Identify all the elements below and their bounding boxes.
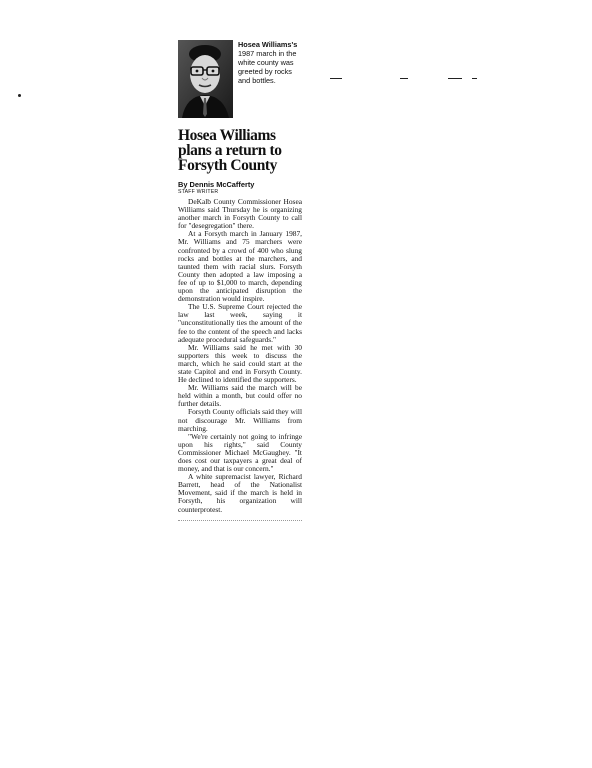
staff-writer-label: STAFF WRITER — [178, 189, 219, 195]
scan-mark — [400, 78, 408, 79]
clipping-bottom-edge — [178, 520, 302, 521]
paragraph: A white supremacist lawyer, Richard Barrett, head of the Nationalist Movement, said if the march is held in Forsyth, his organization will counterprotest. — [178, 472, 302, 514]
paragraph: Forsyth County officials said they will not discourage Mr. Williams from marching. — [178, 407, 302, 433]
paragraph: The U.S. Supreme Court rejected the law last week, saying it "unconstitutionally ties the amount of the fee to the content of the speech and lacks adequate procedural safeguards." — [178, 302, 302, 344]
photo-caption — [238, 40, 300, 85]
scan-mark — [330, 78, 342, 79]
portrait-photo — [178, 40, 233, 118]
paragraph: Mr. Williams said the march will be held within a month, but could offer no further details. — [178, 383, 302, 409]
byline: By Dennis McCafferty — [178, 180, 255, 189]
scan-mark — [448, 78, 462, 79]
paragraph: At a Forsyth march in January 1987, Mr. Williams and 75 marchers were confronted by a crowd of 400 who slung rocks and bottles at the marchers, and taunted them with racial slurs. Forsyth County then adopted a law imposing a fee of up to $1,000 to march, depending upon the anticipated disruption the demonstration would inspire. — [178, 229, 302, 304]
caption-name: Hosea Williams's — [238, 40, 298, 49]
newspaper-clipping — [178, 40, 302, 521]
portrait-photo-icon — [178, 40, 233, 118]
scan-mark — [472, 78, 477, 79]
photo-caption-row — [178, 40, 302, 118]
paragraph: "We're certainly not going to infringe upon his rights," said County Commissioner Michael McGaughey. "It does cost our taxpayers a great deal of money, and that is our concern." — [178, 431, 302, 474]
paragraph: DeKalb County Commissioner Hosea Williams said Thursday he is organizing another march in Forsyth County to call for "desegregation" there. — [178, 197, 302, 231]
paragraph: Mr. Williams said he met with 30 supporters this week to discuss the march, which he said could start at the state Capitol and end in Forsyth County. He declined to identified the supporters. — [178, 342, 302, 385]
scan-speck — [18, 94, 21, 97]
caption-text: 1987 march in the white county was greeted by rocks and bottles. — [238, 49, 297, 85]
article-body — [178, 198, 302, 514]
headline: Hosea Williams plans a return to Forsyth County — [178, 127, 282, 174]
